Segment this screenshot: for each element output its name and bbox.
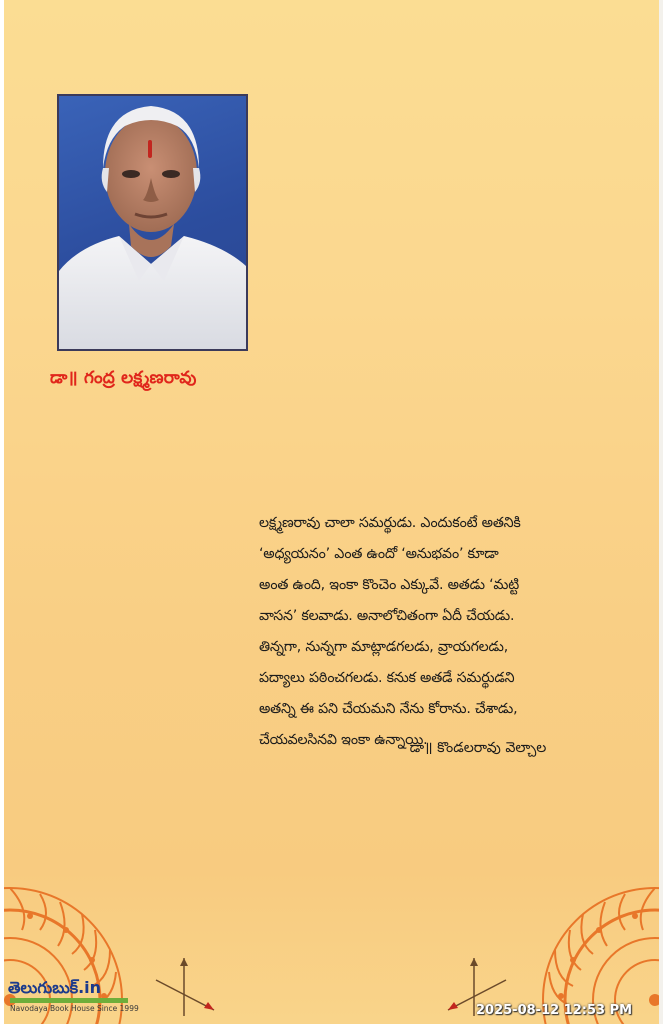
quote-line: చేయవలసినవి ఇంకా ఉన్నాయి. xyxy=(259,732,428,748)
quote-attribution: - డా॥ కొండలరావు వెల్చాల xyxy=(400,740,547,756)
book-back-cover xyxy=(4,0,659,1024)
arrow-ornament-left xyxy=(154,958,218,1018)
logo-text: తెలుగుబుక్.in xyxy=(8,978,102,997)
quote-line: వాసన’ కలవాడు. అనాలోచితంగా ఏదీ చేయడు. xyxy=(259,608,515,624)
logo-bar xyxy=(10,998,128,1003)
author-quote xyxy=(259,508,599,756)
quote-line: పద్యాలు పఠించగలడు. కనుక అతడే సమర్థుడని xyxy=(259,670,515,686)
author-photo xyxy=(57,94,248,351)
quote-line: ‘అధ్యయనం’ ఎంత ఉందో ‘అనుభవం’ కూడా xyxy=(259,546,499,562)
quote-line: తిన్నగా, నున్నగా మాట్లాడగలడు, వ్రాయగలడు, xyxy=(259,639,509,655)
scan-timestamp: 2025-08-12 12:53 PM xyxy=(476,1003,633,1018)
author-portrait-image xyxy=(59,96,246,349)
mandala-ornament-right xyxy=(525,850,659,1024)
page-edge xyxy=(659,0,663,1024)
quote-line: లక్ష్మణరావు చాలా సమర్థుడు. ఎందుకంటే అతనికి xyxy=(259,515,521,531)
watermark-logo xyxy=(8,978,139,1022)
author-name: డా॥ గంద్ర లక్ష్మణరావు xyxy=(50,368,197,388)
quote-line: అంత ఉంది, ఇంకా కొంచెం ఎక్కువే. అతడు ‘మట్టి xyxy=(259,577,519,593)
logo-subtitle: Navodaya Book House Since 1999 xyxy=(10,1004,139,1013)
quote-line: అతన్ని ఈ పని చేయమని నేను కోరాను. చేశాడు, xyxy=(259,701,518,717)
